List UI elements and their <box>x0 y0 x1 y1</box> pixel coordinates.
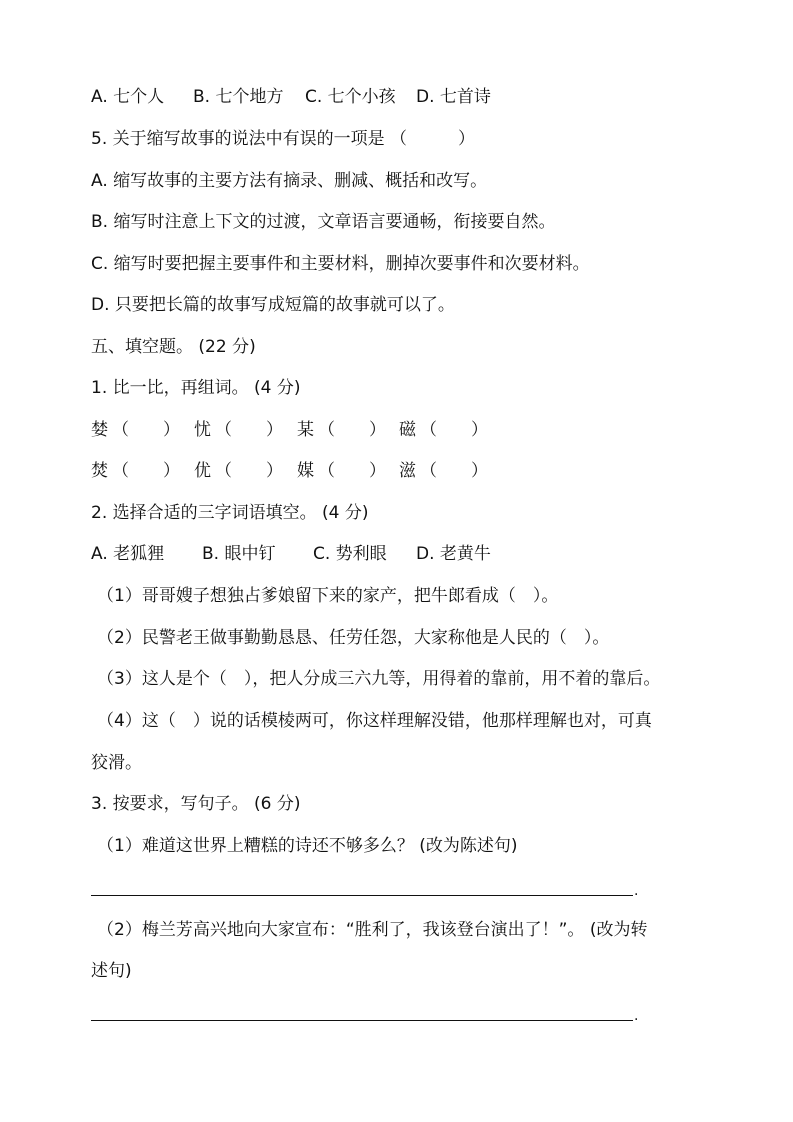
q3-item-2-answer-line[interactable] <box>91 1020 633 1021</box>
q1-blank[interactable]: （ ） <box>112 420 180 440</box>
q4-option-c: C. 七个小孩 <box>305 87 396 107</box>
q2-option-d: D. 老黄牛 <box>416 544 491 564</box>
q3-item-2-answer-end: . <box>634 1008 639 1024</box>
q3-item-1: （1）难道这世界上糟糕的诗还不够多么？ (改为陈述句) <box>97 836 518 856</box>
q1-blank[interactable]: （ ） <box>420 461 488 481</box>
q3-item-2-cont: 述句) <box>91 961 132 981</box>
q4-option-a: A. 七个人 <box>91 87 165 107</box>
q1-blank[interactable]: （ ） <box>318 461 386 481</box>
q1-blank[interactable]: （ ） <box>215 420 283 440</box>
q2-item-2: （2）民警老王做事勤勤恳恳、任劳任怨，大家称他是人民的（ ）。 <box>97 628 610 648</box>
q5-option-c: C. 缩写时要把握主要事件和主要材料，删掉次要事件和次要材料。 <box>91 254 590 274</box>
q2-item-4: （4）这（ ）说的话模棱两可，你这样理解没错，他那样理解也对，可真 <box>97 711 652 731</box>
q1-char: 媒 <box>297 461 314 481</box>
q5-option-a: A. 缩写故事的主要方法有摘录、删减、概括和改写。 <box>91 171 488 191</box>
q1-char: 婪 <box>91 420 108 440</box>
q3-stem: 3. 按要求，写句子。 (6 分) <box>91 794 301 814</box>
q4-option-d: D. 七首诗 <box>416 87 491 107</box>
q2-option-c: C. 势利眼 <box>313 544 387 564</box>
q2-option-a: A. 老狐狸 <box>91 544 165 564</box>
q1-char: 滋 <box>399 461 416 481</box>
q3-item-2: （2）梅兰芳高兴地向大家宣布：“胜利了，我该登台演出了！”。 (改为转 <box>97 920 648 940</box>
q2-option-b: B. 眼中钉 <box>202 544 276 564</box>
q1-char: 焚 <box>91 461 108 481</box>
q1-char: 磁 <box>399 420 416 440</box>
q2-item-3: （3）这人是个（ ），把人分成三六九等，用得着的靠前，用不着的靠后。 <box>97 669 661 689</box>
section-five-title: 五、填空题。 (22 分) <box>91 337 256 357</box>
q3-item-1-answer-end: . <box>634 883 639 899</box>
q1-char: 忧 <box>194 420 211 440</box>
q1-stem: 1. 比一比，再组词。 (4 分) <box>91 378 301 398</box>
q2-item-4-cont: 狡滑。 <box>91 753 142 773</box>
q1-blank[interactable]: （ ） <box>420 420 488 440</box>
q1-char: 某 <box>297 420 314 440</box>
q1-blank[interactable]: （ ） <box>318 420 386 440</box>
q1-blank[interactable]: （ ） <box>112 461 180 481</box>
q1-char: 优 <box>194 461 211 481</box>
q5-option-d: D. 只要把长篇的故事写成短篇的故事就可以了。 <box>91 295 455 315</box>
q5-option-b: B. 缩写时注意上下文的过渡，文章语言要通畅，衔接要自然。 <box>91 212 556 232</box>
q2-stem: 2. 选择合适的三字词语填空。 (4 分) <box>91 503 369 523</box>
q1-blank[interactable]: （ ） <box>215 461 283 481</box>
q5-stem: 5. 关于缩写故事的说法中有误的一项是 （ ） <box>91 129 476 149</box>
q2-item-1: （1）哥哥嫂子想独占爹娘留下来的家产，把牛郎看成（ ）。 <box>97 586 559 606</box>
q4-option-b: B. 七个地方 <box>193 87 284 107</box>
q3-item-1-answer-line[interactable] <box>91 895 633 896</box>
